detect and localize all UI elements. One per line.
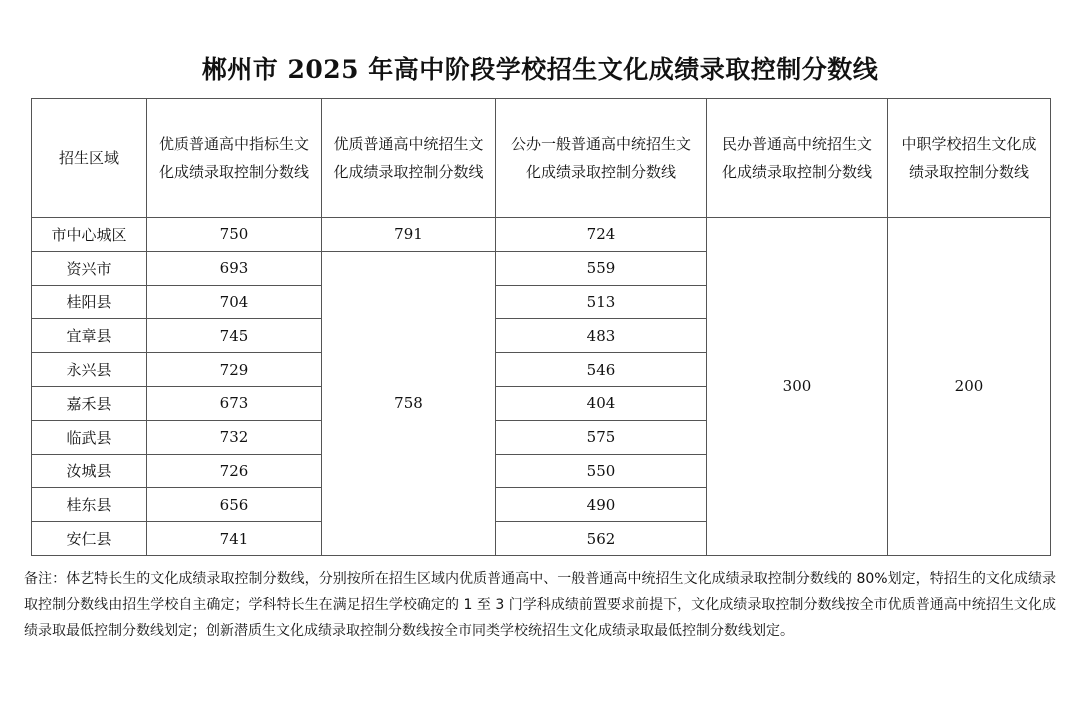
header-region: 招生区域 bbox=[32, 99, 147, 218]
gongban-cell: 575 bbox=[496, 420, 707, 454]
zhibiao-cell: 745 bbox=[147, 319, 322, 353]
region-cell: 嘉禾县 bbox=[32, 386, 147, 420]
zhibiao-cell: 741 bbox=[147, 522, 322, 556]
gongban-cell: 562 bbox=[496, 522, 707, 556]
table-row bbox=[32, 218, 1051, 252]
region-cell: 汝城县 bbox=[32, 454, 147, 488]
zhibiao-cell: 693 bbox=[147, 251, 322, 285]
header-tongzhao bbox=[322, 99, 496, 218]
region-cell: 市中心城区 bbox=[32, 218, 147, 252]
zhibiao-cell: 732 bbox=[147, 420, 322, 454]
region-cell: 资兴市 bbox=[32, 251, 147, 285]
header-minban-text: 民办普通高中统招生文化成绩录取控制分数线 bbox=[722, 135, 873, 181]
gongban-cell: 483 bbox=[496, 319, 707, 353]
zhibiao-cell: 704 bbox=[147, 285, 322, 319]
zhibiao-cell: 750 bbox=[147, 218, 322, 252]
header-zhongzhi-text: 中职学校招生文化成绩录取控制分数线 bbox=[901, 135, 1037, 181]
tongzhao-merged-cell: 758 bbox=[322, 251, 496, 555]
gongban-cell: 550 bbox=[496, 454, 707, 488]
region-cell: 安仁县 bbox=[32, 522, 147, 556]
gongban-cell: 513 bbox=[496, 285, 707, 319]
header-minban bbox=[707, 99, 888, 218]
zhibiao-cell: 656 bbox=[147, 488, 322, 522]
gongban-cell: 490 bbox=[496, 488, 707, 522]
header-zhibiao bbox=[147, 99, 322, 218]
zhibiao-cell: 673 bbox=[147, 386, 322, 420]
footnote: 备注：体艺特长生的文化成绩录取控制分数线，分别按所在招生区域内优质普通高中、一般普通高中统招生文化成绩录取控制分数线的 80%划定，特招生的文化成绩录取控制分数线由招生学校自主确定；学科特长生在满足招生学校确定的 1 至 3 门学科成绩前置要求前提下，文化成绩录取控制分数线按全市优质普通高中统招生文化成绩录取最低控制分数线划定；创新潜质生文化成绩录取控制分数线按全市同类学校统招生文化成绩录取最低控制分数线划定。 bbox=[24, 571, 1056, 639]
gongban-cell: 404 bbox=[496, 386, 707, 420]
header-gongban bbox=[496, 99, 707, 218]
header-gongban-text: 公办一般普通高中统招生文化成绩录取控制分数线 bbox=[511, 135, 692, 181]
region-cell: 桂阳县 bbox=[32, 285, 147, 319]
region-cell: 桂东县 bbox=[32, 488, 147, 522]
header-row bbox=[32, 99, 1051, 218]
region-cell: 临武县 bbox=[32, 420, 147, 454]
minban-merged-cell: 300 bbox=[707, 218, 888, 556]
zhongzhi-merged-cell: 200 bbox=[888, 218, 1051, 556]
zhibiao-cell: 729 bbox=[147, 353, 322, 387]
region-cell: 永兴县 bbox=[32, 353, 147, 387]
gongban-cell: 559 bbox=[496, 251, 707, 285]
score-table bbox=[31, 98, 1051, 556]
zhibiao-cell: 726 bbox=[147, 454, 322, 488]
header-zhibiao-text: 优质普通高中指标生文化成绩录取控制分数线 bbox=[159, 135, 310, 181]
header-zhongzhi bbox=[888, 99, 1051, 218]
tongzhao-center-cell: 791 bbox=[322, 218, 496, 252]
document-title: 郴州市 2025 年高中阶段学校招生文化成绩录取控制分数线 bbox=[201, 55, 879, 84]
header-tongzhao-text: 优质普通高中统招生文化成绩录取控制分数线 bbox=[333, 135, 484, 181]
region-cell: 宜章县 bbox=[32, 319, 147, 353]
gongban-cell: 724 bbox=[496, 218, 707, 252]
gongban-cell: 546 bbox=[496, 353, 707, 387]
